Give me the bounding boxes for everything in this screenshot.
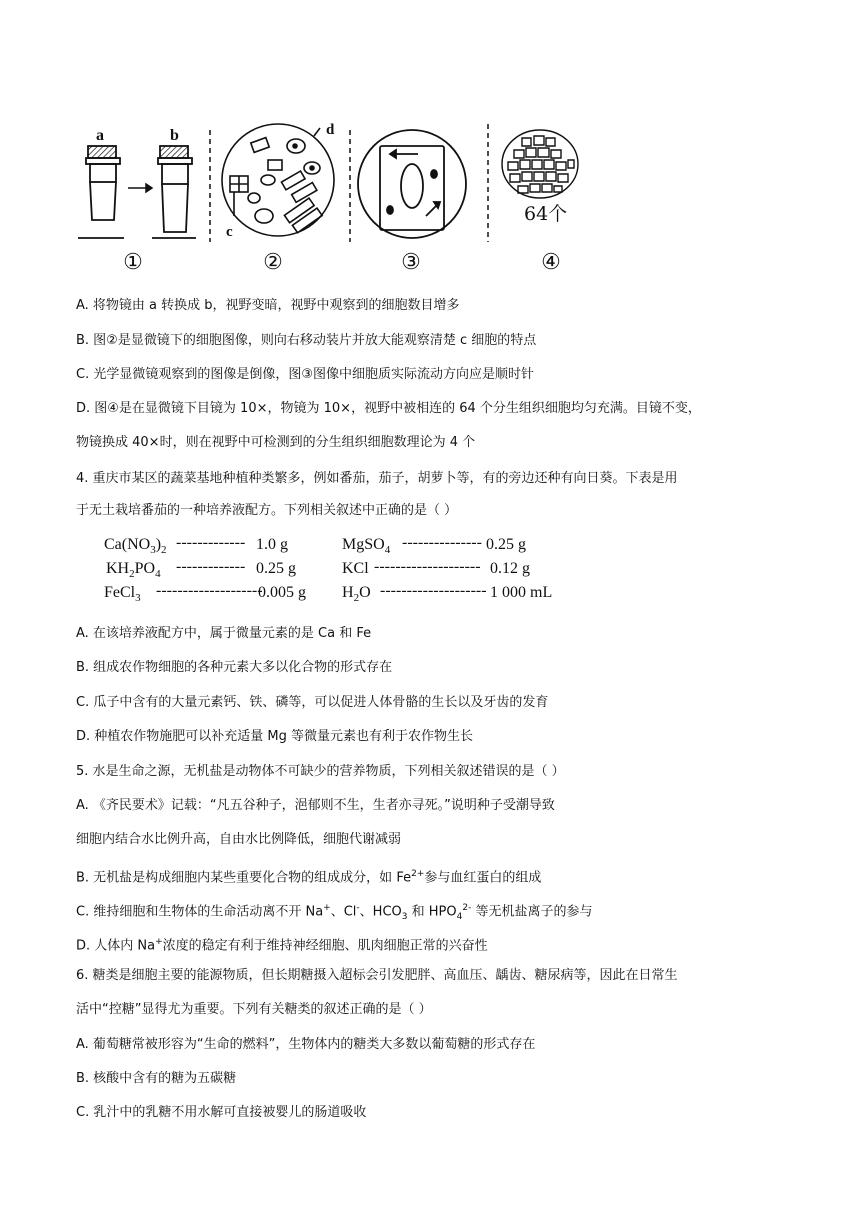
cytoplasm-flow-view — [358, 130, 466, 238]
q4-option-a: A. 在该培养液配方中，属于微量元素的是 Ca 和 Fe — [76, 626, 372, 641]
panel-number-2: ② — [263, 250, 283, 275]
formula-row-3 — [104, 584, 574, 608]
arrow-right-icon — [128, 184, 152, 192]
formula-row-2 — [104, 560, 574, 584]
label-d: d — [326, 122, 335, 138]
formula-row-1 — [104, 536, 574, 560]
formula-leader: --------------- — [402, 534, 482, 551]
label-a: a — [96, 127, 104, 144]
q5-option-a-line1: A. 《齐民要术》记载：“凡五谷种子，浥郁则不生，生者亦寻死。”说明种子受潮导致 — [76, 798, 555, 813]
formula-leader: -------------------- — [374, 558, 481, 575]
panel-number-3: ③ — [401, 250, 421, 275]
formula-kh2po4-value: 0.25 g — [256, 560, 296, 577]
cell-count-label: 64个 — [524, 203, 568, 225]
formula-mgso4-value: 0.25 g — [486, 536, 526, 553]
q4-option-d: D. 种植农作物施肥可以补充适量 Mg 等微量元素也有利于农作物生长 — [76, 729, 474, 744]
formula-kcl-name: KCl — [342, 560, 369, 577]
formula-kcl-value: 0.12 g — [490, 560, 530, 577]
q5-option-d: D. 人体内 Na+浓度的稳定有利于维持神经细胞、肌肉细胞正常的兴奋性 — [76, 937, 488, 954]
formula-leader: ------------- — [176, 558, 246, 575]
tissue-field-view — [502, 130, 578, 198]
label-c: c — [226, 224, 233, 240]
formula-cano3-name: $Ca(NO_3)_2$ — [104, 536, 167, 557]
formula-leader: ------------- — [176, 534, 246, 551]
q6-option-c: C. 乳汁中的乳糖不用水解可直接被婴儿的肠道吸收 — [76, 1105, 367, 1120]
figure-drawing — [78, 120, 598, 280]
formula-mgso4-name: MgSO$_4$ — [342, 536, 391, 557]
microscope-figure — [78, 120, 598, 280]
formula-cano3-value: 1.0 g — [256, 536, 288, 553]
q4-option-b: B. 组成农作物细胞的各种元素大多以化合物的形式存在 — [76, 660, 393, 675]
formula-leader: -------------------- — [156, 582, 263, 599]
q4-stem-line1: 4. 重庆市某区的蔬菜基地种植种类繁多，例如番茄，茄子，胡萝卜等，有的旁边还种有向日葵。下表是用 — [76, 471, 678, 486]
q3-option-d-line1: D. 图④是在显微镜下目镜为 10×，物镜为 10×，视野中被相连的 64 个分生组织细胞均匀充满。目镜不变， — [76, 401, 701, 416]
panel-number-4: ④ — [541, 250, 561, 275]
nutrient-formula-table — [104, 536, 574, 608]
q5-stem: 5. 水是生命之源，无机盐是动物体不可缺少的营养物质，下列相关叙述错误的是（ ） — [76, 764, 565, 779]
q5-option-c: C. 维持细胞和生物体的生命活动离不开 Na+、Cl-、$HCO_3$ 和 $HPO_4^{2-}$ 等无机盐离子的参与 — [76, 903, 593, 922]
formula-leader: -------------------- — [380, 582, 487, 599]
q4-option-c: C. 瓜子中含有的大量元素钙、铁、磷等，可以促进人体骨骼的生长以及牙齿的发育 — [76, 695, 549, 710]
q5-option-a-line2: 细胞内结合水比例升高，自由水比例降低，细胞代谢减弱 — [76, 832, 402, 847]
cell-field-view — [222, 124, 334, 236]
objective-lens-b — [152, 146, 196, 238]
q3-option-b: B. 图②是显微镜下的细胞图像，则向右移动装片并放大能观察清楚 c 细胞的特点 — [76, 333, 537, 348]
q6-option-a: A. 葡萄糖常被形容为“生命的燃料”，生物体内的糖类大多数以葡萄糖的形式存在 — [76, 1037, 536, 1052]
panel-number-1: ① — [123, 250, 143, 275]
q3-option-d-line2: 物镜换成 40×时，则在视野中可检测到的分生组织细胞数理论为 4 个 — [76, 435, 476, 450]
formula-fecl3-name: FeCl$_3$ — [104, 584, 141, 605]
q6-stem-line1: 6. 糖类是细胞主要的能源物质，但长期糖摄入超标会引发肥胖、高血压、龋齿、糖尿病等，因此在日常生 — [76, 968, 678, 983]
q5-option-b: B. 无机盐是构成细胞内某些重要化合物的组成成分，如 $Fe^{2+}$参与血红蛋白的组成 — [76, 869, 542, 886]
objective-lens-a — [78, 146, 124, 238]
formula-kh2po4-name: $KH_2PO_4$ — [106, 560, 161, 581]
formula-fecl3-value: 0.005 g — [258, 584, 306, 601]
q6-stem-line2: 活中“控糖”显得尤为重要。下列有关糖类的叙述正确的是（ ） — [76, 1002, 432, 1017]
q4-stem-line2: 于无土栽培番茄的一种培养液配方。下列相关叙述中正确的是（ ） — [76, 503, 458, 518]
formula-h2o-value: 1 000 mL — [490, 584, 553, 601]
formula-h2o-name: $H_2O$ — [342, 584, 371, 605]
q6-option-b: B. 核酸中含有的糖为五碳糖 — [76, 1071, 237, 1086]
q3-option-a: A. 将物镜由 a 转换成 b，视野变暗，视野中观察到的细胞数目增多 — [76, 298, 460, 313]
q3-option-c: C. 光学显微镜观察到的图像是倒像，图③图像中细胞质实际流动方向应是顺时针 — [76, 367, 534, 382]
label-b: b — [170, 127, 179, 144]
